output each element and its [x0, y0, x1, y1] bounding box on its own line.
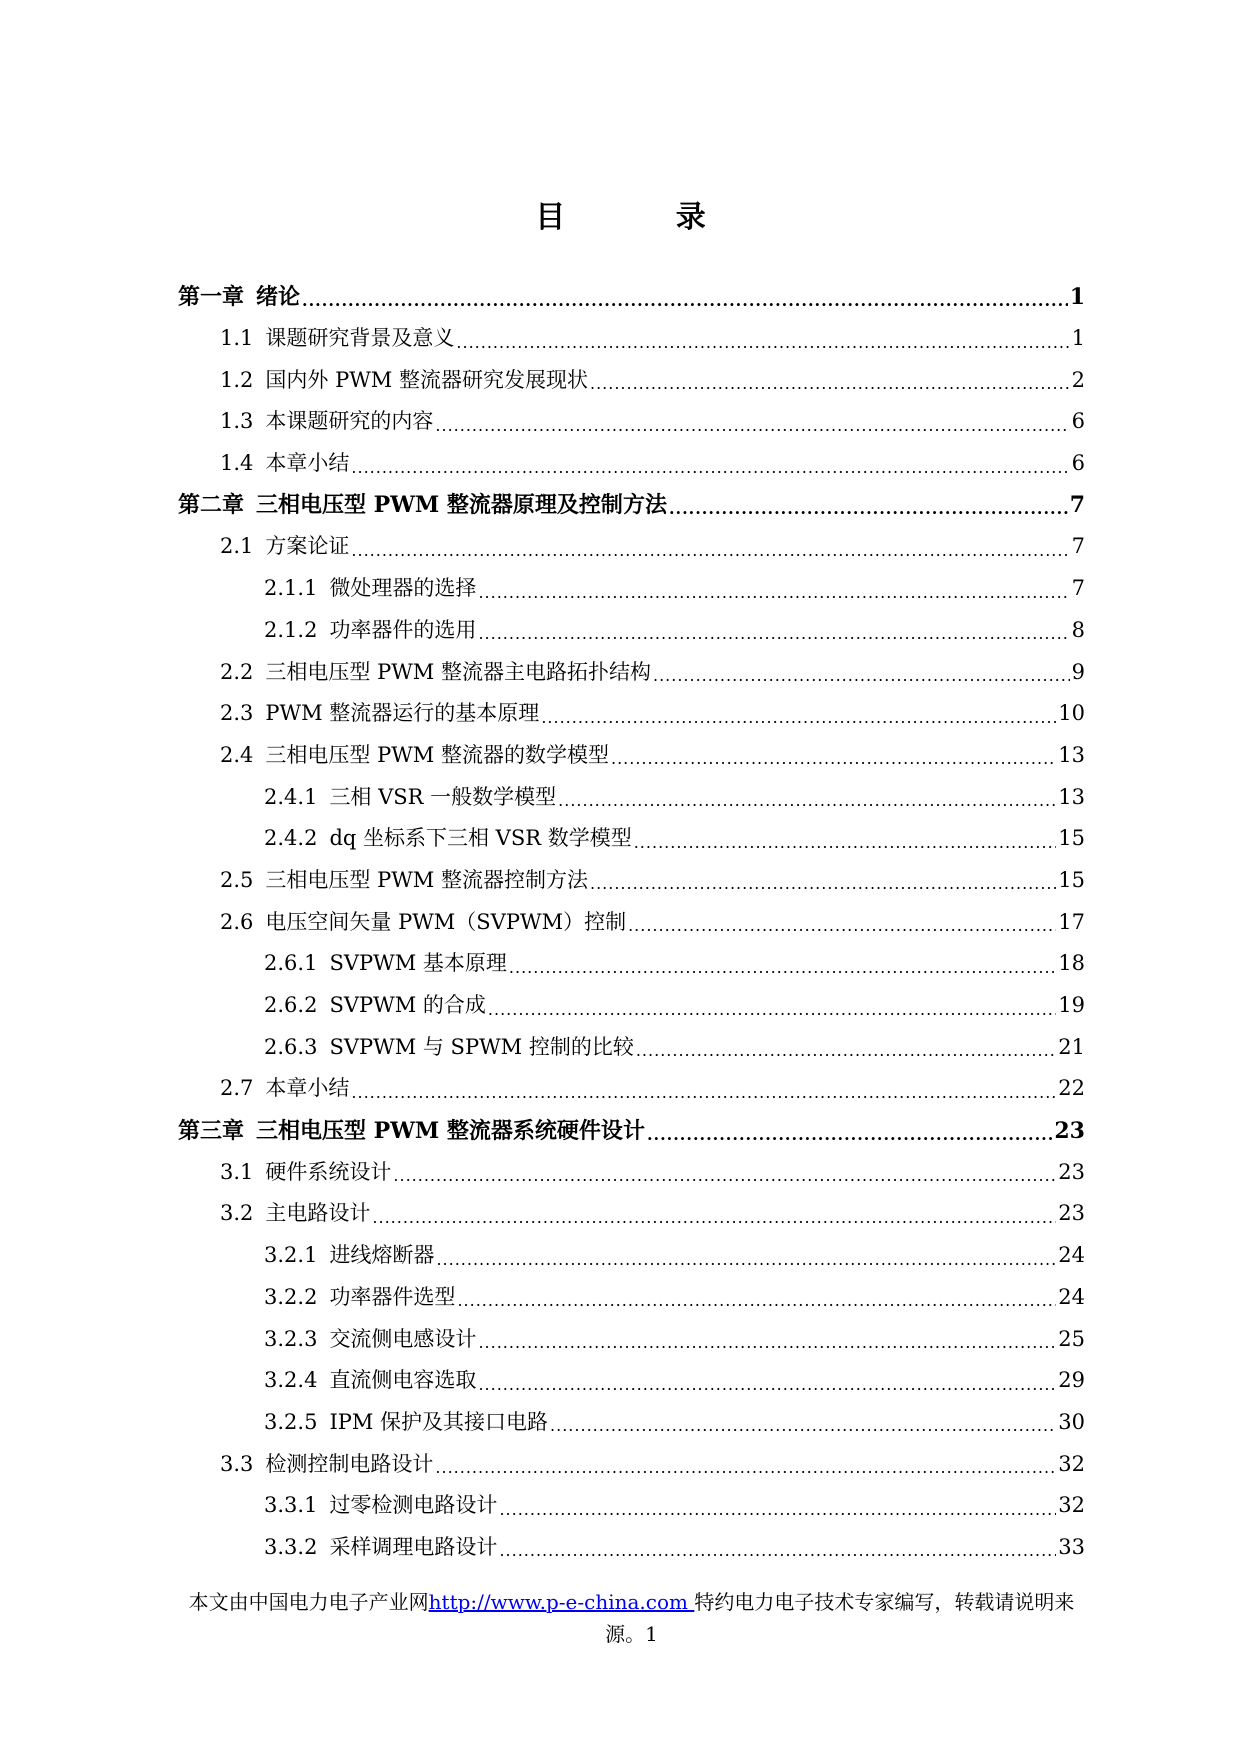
toc-entry-page: 24	[1058, 1284, 1085, 1309]
toc-dot-leader	[488, 1002, 1056, 1018]
toc-entry-title: 功率器件选型	[329, 1284, 456, 1309]
toc-entry-page: 32	[1058, 1451, 1085, 1476]
toc-entry-title: 三相电压型 PWM 整流器原理及控制方法	[256, 492, 667, 519]
toc-entry-page: 6	[1071, 409, 1085, 434]
footer-prefix: 本文由中国电力电子产业网	[188, 1590, 429, 1614]
toc-entry[interactable]	[178, 1151, 1085, 1193]
toc-entry-number: 3.2.5	[264, 1409, 318, 1434]
toc-dot-leader	[351, 1085, 1056, 1101]
footer-link[interactable]: http://www.p-e-china.com	[428, 1590, 695, 1614]
toc-dot-leader	[499, 1502, 1056, 1518]
toc-entry-number: 2.1.1	[264, 576, 318, 601]
toc-dot-leader	[456, 335, 1069, 351]
toc-entry-page: 7	[1071, 576, 1085, 601]
toc-dot-leader	[435, 418, 1069, 434]
toc-dot-leader	[499, 1543, 1056, 1559]
toc-entry-number: 3.3.2	[264, 1534, 318, 1559]
toc-dot-leader	[478, 1377, 1056, 1393]
toc-entry-page: 25	[1058, 1326, 1085, 1351]
toc-entry-title: 绪论	[256, 283, 301, 310]
toc-entry-title: 三相 VSR 一般数学模型	[329, 784, 557, 809]
toc-entry[interactable]	[178, 776, 1085, 818]
toc-entry[interactable]	[178, 1485, 1085, 1527]
page-footer	[178, 1586, 1085, 1650]
toc-entry-page: 24	[1058, 1243, 1085, 1268]
toc-entry-page: 15	[1058, 867, 1085, 892]
toc-entry-page: 13	[1058, 742, 1085, 767]
toc-entry[interactable]	[178, 985, 1085, 1027]
toc-entry-number: 2.1	[220, 534, 254, 559]
toc-entry-title: 三相电压型 PWM 整流器系统硬件设计	[256, 1117, 645, 1144]
toc-entry-number: 第二章	[178, 492, 245, 519]
page-title: 目 录	[535, 200, 756, 235]
toc-entry-number: 3.2.2	[264, 1284, 318, 1309]
toc-dot-leader	[509, 960, 1056, 976]
toc-chapter-entry[interactable]	[178, 484, 1085, 526]
toc-entry-page: 23	[1054, 1117, 1085, 1144]
toc-entry-page: 30	[1058, 1409, 1085, 1434]
toc-entry-number: 3.3.1	[264, 1493, 318, 1518]
toc-entry-title: 进线熔断器	[329, 1243, 435, 1268]
toc-entry-page: 13	[1058, 784, 1085, 809]
toc-entry-title: 功率器件的选用	[329, 617, 477, 642]
toc-entry-title: 交流侧电感设计	[329, 1326, 477, 1351]
toc-dot-leader	[457, 1293, 1056, 1309]
toc-entry-page: 7	[1071, 534, 1085, 559]
toc-entry-title: 主电路设计	[265, 1201, 371, 1226]
toc-entry-number: 第一章	[178, 283, 245, 310]
toc-dot-leader	[351, 460, 1069, 476]
toc-entry-number: 3.2	[220, 1201, 254, 1226]
toc-entry-number: 3.2.4	[264, 1368, 318, 1393]
toc-entry-number: 3.2.3	[264, 1326, 318, 1351]
toc-entry[interactable]	[178, 610, 1085, 652]
toc-entry-number: 1.4	[220, 451, 254, 476]
toc-entry-page: 33	[1058, 1534, 1085, 1559]
toc-dot-leader	[478, 1335, 1056, 1351]
toc-entry-title: PWM 整流器运行的基本原理	[265, 701, 540, 726]
toc-entry[interactable]	[178, 901, 1085, 943]
toc-entry-title: 三相电压型 PWM 整流器主电路拓扑结构	[265, 659, 651, 684]
toc-entry-page: 22	[1058, 1076, 1085, 1101]
toc-entry-number: 2.4.1	[264, 784, 318, 809]
toc-dot-leader	[478, 585, 1069, 601]
toc-entry-page: 29	[1058, 1368, 1085, 1393]
toc-dot-leader	[478, 626, 1069, 642]
toc-entry[interactable]	[178, 526, 1085, 568]
toc-dot-leader	[351, 543, 1069, 559]
toc-dot-leader	[590, 376, 1070, 392]
toc-dot-leader	[669, 501, 1068, 517]
toc-entry-number: 2.6	[220, 909, 254, 934]
toc-entry[interactable]	[178, 1277, 1085, 1319]
toc-entry-number: 2.3	[220, 701, 254, 726]
toc-entry-page: 23	[1058, 1159, 1085, 1184]
toc-entry-number: 3.1	[220, 1159, 254, 1184]
toc-entry-page: 32	[1058, 1493, 1085, 1518]
toc-entry[interactable]	[178, 401, 1085, 443]
toc-entry-title: dq 坐标系下三相 VSR 数学模型	[329, 826, 632, 851]
toc-entry-title: 过零检测电路设计	[329, 1493, 498, 1518]
toc-entry-page: 10	[1058, 701, 1085, 726]
toc-dot-leader	[302, 293, 1068, 309]
toc-entry-page: 15	[1058, 826, 1085, 851]
toc-entry-title: 三相电压型 PWM 整流器的数学模型	[265, 742, 609, 767]
toc-entry[interactable]	[178, 1402, 1085, 1444]
toc-entry-page: 17	[1058, 909, 1085, 934]
toc-entry-title: 直流侧电容选取	[329, 1368, 477, 1393]
toc-entry[interactable]	[178, 1318, 1085, 1360]
toc-entry-page: 6	[1071, 451, 1085, 476]
toc-entry-title: IPM 保护及其接口电路	[329, 1409, 549, 1434]
toc-entry-title: 电压空间矢量 PWM（SVPWM）控制	[265, 909, 627, 934]
table-of-contents	[178, 276, 1085, 1568]
toc-entry[interactable]	[178, 1443, 1085, 1485]
toc-entry[interactable]	[178, 693, 1085, 735]
toc-entry-page: 21	[1058, 1034, 1085, 1059]
toc-entry[interactable]	[178, 651, 1085, 693]
toc-entry-number: 2.4	[220, 742, 254, 767]
toc-entry-number: 2.7	[220, 1076, 254, 1101]
toc-entry-title: 国内外 PWM 整流器研究发展现状	[265, 367, 588, 392]
toc-entry-title: SVPWM 与 SPWM 控制的比较	[329, 1034, 634, 1059]
toc-entry-number: 1.1	[220, 326, 254, 351]
toc-entry-page: 1	[1071, 326, 1085, 351]
toc-dot-leader	[653, 668, 1070, 684]
toc-entry-title: 本章小结	[265, 1076, 350, 1101]
toc-entry[interactable]	[178, 1026, 1085, 1068]
toc-dot-leader	[636, 1043, 1056, 1059]
toc-entry-number: 3.2.1	[264, 1243, 318, 1268]
toc-entry-page: 2	[1071, 367, 1085, 392]
toc-entry-title: 采样调理电路设计	[329, 1534, 498, 1559]
toc-dot-leader	[435, 1460, 1056, 1476]
toc-entry[interactable]	[178, 1068, 1085, 1110]
toc-entry-number: 2.6.3	[264, 1034, 318, 1059]
toc-entry-title: 本章小结	[265, 451, 350, 476]
toc-entry-page: 19	[1058, 993, 1085, 1018]
toc-entry-page: 9	[1071, 659, 1085, 684]
toc-dot-leader	[590, 876, 1056, 892]
toc-entry-title: SVPWM 的合成	[329, 993, 486, 1018]
toc-entry[interactable]	[178, 443, 1085, 485]
toc-chapter-entry[interactable]	[178, 276, 1085, 318]
toc-entry-page: 7	[1069, 492, 1085, 519]
toc-dot-leader	[372, 1210, 1056, 1226]
toc-dot-leader	[647, 1127, 1052, 1143]
toc-entry[interactable]	[178, 943, 1085, 985]
toc-entry[interactable]	[178, 318, 1085, 360]
toc-dot-leader	[436, 1252, 1056, 1268]
toc-entry[interactable]	[178, 1235, 1085, 1277]
toc-entry[interactable]	[178, 860, 1085, 902]
toc-entry-number: 2.1.2	[264, 617, 318, 642]
toc-entry-title: 检测控制电路设计	[265, 1451, 434, 1476]
toc-dot-leader	[558, 793, 1056, 809]
toc-dot-leader	[611, 751, 1056, 767]
toc-dot-leader	[393, 1168, 1056, 1184]
toc-entry-number: 1.2	[220, 367, 254, 392]
toc-entry-number: 2.6.1	[264, 951, 318, 976]
toc-entry[interactable]	[178, 1193, 1085, 1235]
toc-dot-leader	[550, 1418, 1056, 1434]
toc-entry[interactable]	[178, 735, 1085, 777]
toc-entry-page: 8	[1071, 617, 1085, 642]
toc-entry-title: 微处理器的选择	[329, 576, 477, 601]
toc-entry-title: 硬件系统设计	[265, 1159, 392, 1184]
toc-entry-title: 方案论证	[265, 534, 350, 559]
toc-entry-number: 2.2	[220, 659, 254, 684]
toc-entry-title: 三相电压型 PWM 整流器控制方法	[265, 867, 588, 892]
toc-dot-leader	[634, 835, 1057, 851]
toc-entry-title: 课题研究背景及意义	[265, 326, 455, 351]
toc-entry-title: 本课题研究的内容	[265, 409, 434, 434]
toc-entry[interactable]	[178, 1527, 1085, 1569]
toc-entry-number: 3.3	[220, 1451, 254, 1476]
toc-entry-page: 18	[1058, 951, 1085, 976]
toc-chapter-entry[interactable]	[178, 1110, 1085, 1152]
toc-dot-leader	[541, 710, 1056, 726]
toc-entry[interactable]	[178, 359, 1085, 401]
toc-entry-number: 第三章	[178, 1117, 245, 1144]
toc-entry-page: 23	[1058, 1201, 1085, 1226]
toc-dot-leader	[628, 918, 1056, 934]
toc-entry-number: 2.6.2	[264, 993, 318, 1018]
toc-entry-number: 2.5	[220, 867, 254, 892]
toc-entry[interactable]	[178, 568, 1085, 610]
toc-entry-number: 2.4.2	[264, 826, 318, 851]
toc-entry-page: 1	[1069, 283, 1085, 310]
toc-entry-number: 1.3	[220, 409, 254, 434]
toc-entry[interactable]	[178, 1360, 1085, 1402]
toc-entry-title: SVPWM 基本原理	[329, 951, 507, 976]
footer-suffix: 特约电力电子技术专家编写，转载请说明来源。1	[605, 1590, 1075, 1646]
toc-entry[interactable]	[178, 818, 1085, 860]
